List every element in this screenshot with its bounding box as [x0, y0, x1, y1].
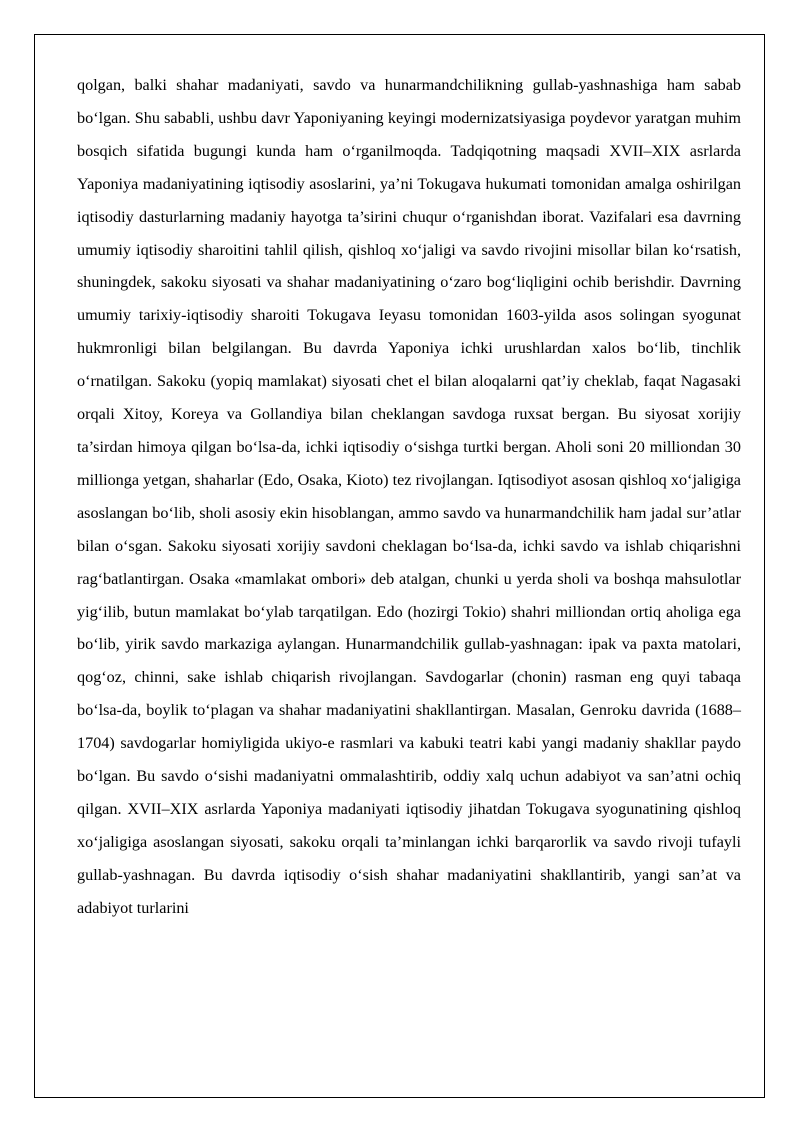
body-paragraph: qolgan, balki shahar madaniyati, savdo va hunarmandchilikning gullab-yashnashiga ham sabab bo‘lgan. Shu sababli, ushbu davr Yaponiyaning keyingi modernizatsiyasiga poydevor yaratgan muhim bosqich sifatida bugungi kunda ham o‘rganilmoqda. Tadqiqotning maqsadi XVII–XIX asrlarda Yaponiya madaniyatining iqtisodiy asoslarini, ya’ni Tokugava hukumati tomonidan amalga oshirilgan iqtisodiy dasturlarning madaniy hayotga ta’sirini chuqur o‘rganishdan iborat. Vazifalari esa davrning umumiy iqtisodiy sharoitini tahlil qilish, qishloq xo‘jaligi va savdo rivojini misollar bilan ko‘rsatish, shuningdek, sakoku siyosati va shahar madaniyatining o‘zaro bog‘liqligini ochib berishdir. Davrning umumiy tarixiy-iqtisodiy sharoiti Tokugava Ieyasu tomonidan 1603-yilda asos solingan syogunat hukmronligi bilan belgilangan. Bu davrda Yaponiya ichki urushlardan xalos bo‘lib, tinchlik o‘rnatilgan. Sakoku (yopiq mamlakat) siyosati chet el bilan aloqalarni qat’iy cheklab, faqat Nagasaki orqali Xitoy, Koreya va Gollandiya bilan cheklangan savdoga ruxsat bergan. Bu siyosat xorijiy ta’sirdan himoya qilgan bo‘lsa-da, ichki iqtisodiy o‘sishga turtki bergan. Aholi soni 20 milliondan 30 millionga yetgan, shaharlar (Edo, Osaka, Kioto) tez rivojlangan. Iqtisodiyot asosan qishloq xo‘jaligiga asoslangan bo‘lib, sholi asosiy ekin hisoblangan, ammo savdo va hunarmandchilik ham jadal sur’atlar bilan o‘sgan. Sakoku siyosati xorijiy savdoni cheklagan bo‘lsa-da, ichki savdo va ishlab chiqarishni rag‘batlantirgan. Osaka «mamlakat ombori» deb atalgan, chunki u yerda sholi va boshqa mahsulotlar yig‘ilib, butun mamlakat bo‘ylab tarqatilgan. Edo (hozirgi Tokio) shahri milliondan ortiq aholiga ega bo‘lib, yirik savdo markaziga aylangan. Hunarmandchilik gullab-yashnagan: ipak va paxta matolari, qog‘oz, chinni, sake ishlab chiqarish rivojlangan. Savdogarlar (chonin) rasman eng quyi tabaqa bo‘lsa-da, boylik to‘plagan va shahar madaniyatini shakllantirgan. Masalan, Genroku davrida (1688–1704) savdogarlar homiyligida ukiyo-e rasmlari va kabuki teatri kabi yangi madaniy shakllar paydo bo‘lgan. Bu savdo o‘sishi madaniyatni ommalashtirib, oddiy xalq uchun adabiyot va san’atni ochiq qilgan. XVII–XIX asrlarda Yaponiya madaniyati iqtisodiy jihatdan Tokugava syogunatining qishloq xo‘jaligiga asoslangan siyosati, sakoku orqali ta’minlangan ichki barqarorlik va savdo rivoji tufayli gullab-yashnagan. Bu davrda iqtisodiy o‘sish shahar madaniyatini shakllantirib, yangi san’at va adabiyot turlarini — [77, 76, 741, 917]
